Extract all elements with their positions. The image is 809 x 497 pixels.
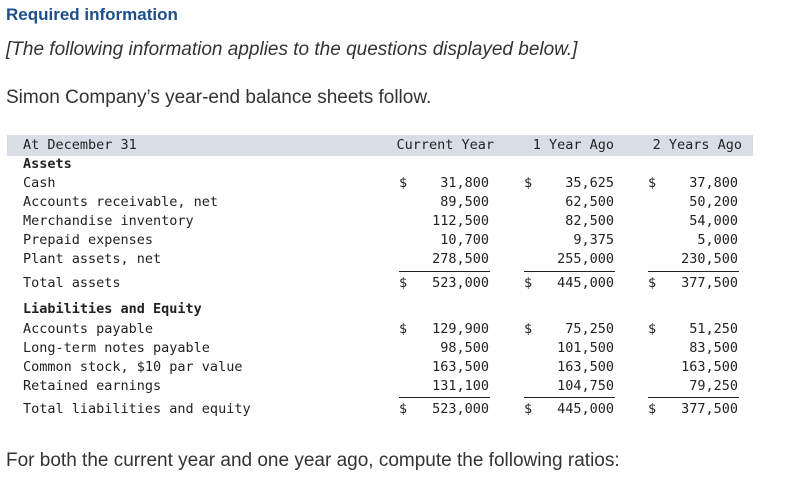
asset-label: Cash	[23, 175, 56, 191]
total-assets-two-years: $ 377,500	[648, 275, 738, 291]
asset-row	[7, 174, 753, 193]
total-le-two-years: $ 377,500	[648, 401, 738, 417]
liability-value-c2: 163,500	[557, 359, 614, 375]
liability-label: Common stock, $10 par value	[23, 359, 243, 375]
liability-row	[7, 339, 753, 358]
total-liabilities-equity-label: Total liabilities and equity	[23, 401, 251, 417]
liabilities-heading-row	[7, 300, 753, 319]
liability-row	[7, 358, 753, 377]
liability-value-c3: 79,250	[689, 378, 738, 394]
asset-row	[7, 250, 753, 269]
asset-value-c2: 82,500	[565, 213, 614, 229]
header-date-label: At December 31	[23, 137, 137, 153]
assets-heading: Assets	[23, 156, 72, 172]
subtotal-rule-current	[399, 271, 490, 272]
intro-note: [The following information applies to the questions displayed below.]	[6, 39, 578, 60]
asset-value-c2: $ 35,625	[524, 175, 614, 191]
liability-value-c1: $ 129,900	[399, 321, 489, 337]
required-information-title: Required information	[6, 5, 178, 24]
asset-value-c3: $ 37,800	[648, 175, 738, 191]
total-assets-current: $ 523,000	[399, 275, 489, 291]
liability-value-c2: 104,750	[557, 378, 614, 394]
asset-row	[7, 193, 753, 212]
liabilities-equity-heading: Liabilities and Equity	[23, 301, 202, 317]
liability-row	[7, 377, 753, 396]
asset-label: Accounts receivable, net	[23, 194, 219, 210]
liability-row	[7, 320, 753, 339]
total-assets-one-year: $ 445,000	[524, 275, 614, 291]
asset-label: Prepaid expenses	[23, 232, 154, 248]
liability-value-c1: 131,100	[432, 378, 489, 394]
asset-row	[7, 212, 753, 231]
liability-label: Retained earnings	[23, 378, 162, 394]
liability-value-c1: 163,500	[432, 359, 489, 375]
asset-value-c3: 50,200	[689, 194, 738, 210]
liability-value-c2: 101,500	[557, 340, 614, 356]
header-one-year-ago: 1 Year Ago	[532, 137, 614, 153]
total-assets-label: Total assets	[23, 275, 121, 291]
header-current-year: Current Year	[396, 137, 494, 153]
subtotal-rule-two-years	[648, 271, 739, 272]
asset-value-c3: 5,000	[697, 232, 738, 248]
liability-value-c3: 83,500	[689, 340, 738, 356]
asset-value-c1: 112,500	[432, 213, 489, 229]
liability-label: Accounts payable	[23, 321, 154, 337]
lead-sentence: Simon Company’s year-end balance sheets follow.	[6, 87, 432, 108]
asset-value-c1: 278,500	[432, 251, 489, 267]
asset-value-c2: 255,000	[557, 251, 614, 267]
ratios-instruction: For both the current year and one year ago, compute the following ratios:	[6, 450, 620, 471]
table-header-row	[7, 136, 753, 155]
liab-subtotal-rule-current	[399, 397, 490, 398]
asset-value-c1: 10,700	[440, 232, 489, 248]
total-le-current: $ 523,000	[399, 401, 489, 417]
total-liabilities-equity-row	[7, 400, 753, 419]
asset-row	[7, 231, 753, 250]
asset-value-c1: $ 31,800	[399, 175, 489, 191]
asset-value-c2: 62,500	[565, 194, 614, 210]
liability-value-c3: $ 51,250	[648, 321, 738, 337]
total-assets-row	[7, 274, 753, 293]
liability-label: Long-term notes payable	[23, 340, 210, 356]
header-two-years-ago: 2 Years Ago	[652, 137, 742, 153]
liability-value-c3: 163,500	[681, 359, 738, 375]
asset-value-c3: 230,500	[681, 251, 738, 267]
asset-value-c2: 9,375	[573, 232, 614, 248]
asset-value-c3: 54,000	[689, 213, 738, 229]
liab-subtotal-rule-one-year	[524, 397, 615, 398]
liability-value-c2: $ 75,250	[524, 321, 614, 337]
total-le-one-year: $ 445,000	[524, 401, 614, 417]
assets-heading-row	[7, 155, 753, 174]
subtotal-rule-one-year	[524, 271, 615, 272]
liab-subtotal-rule-two-years	[648, 397, 739, 398]
liability-value-c1: 98,500	[440, 340, 489, 356]
asset-label: Merchandise inventory	[23, 213, 194, 229]
asset-value-c1: 89,500	[440, 194, 489, 210]
asset-label: Plant assets, net	[23, 251, 162, 267]
